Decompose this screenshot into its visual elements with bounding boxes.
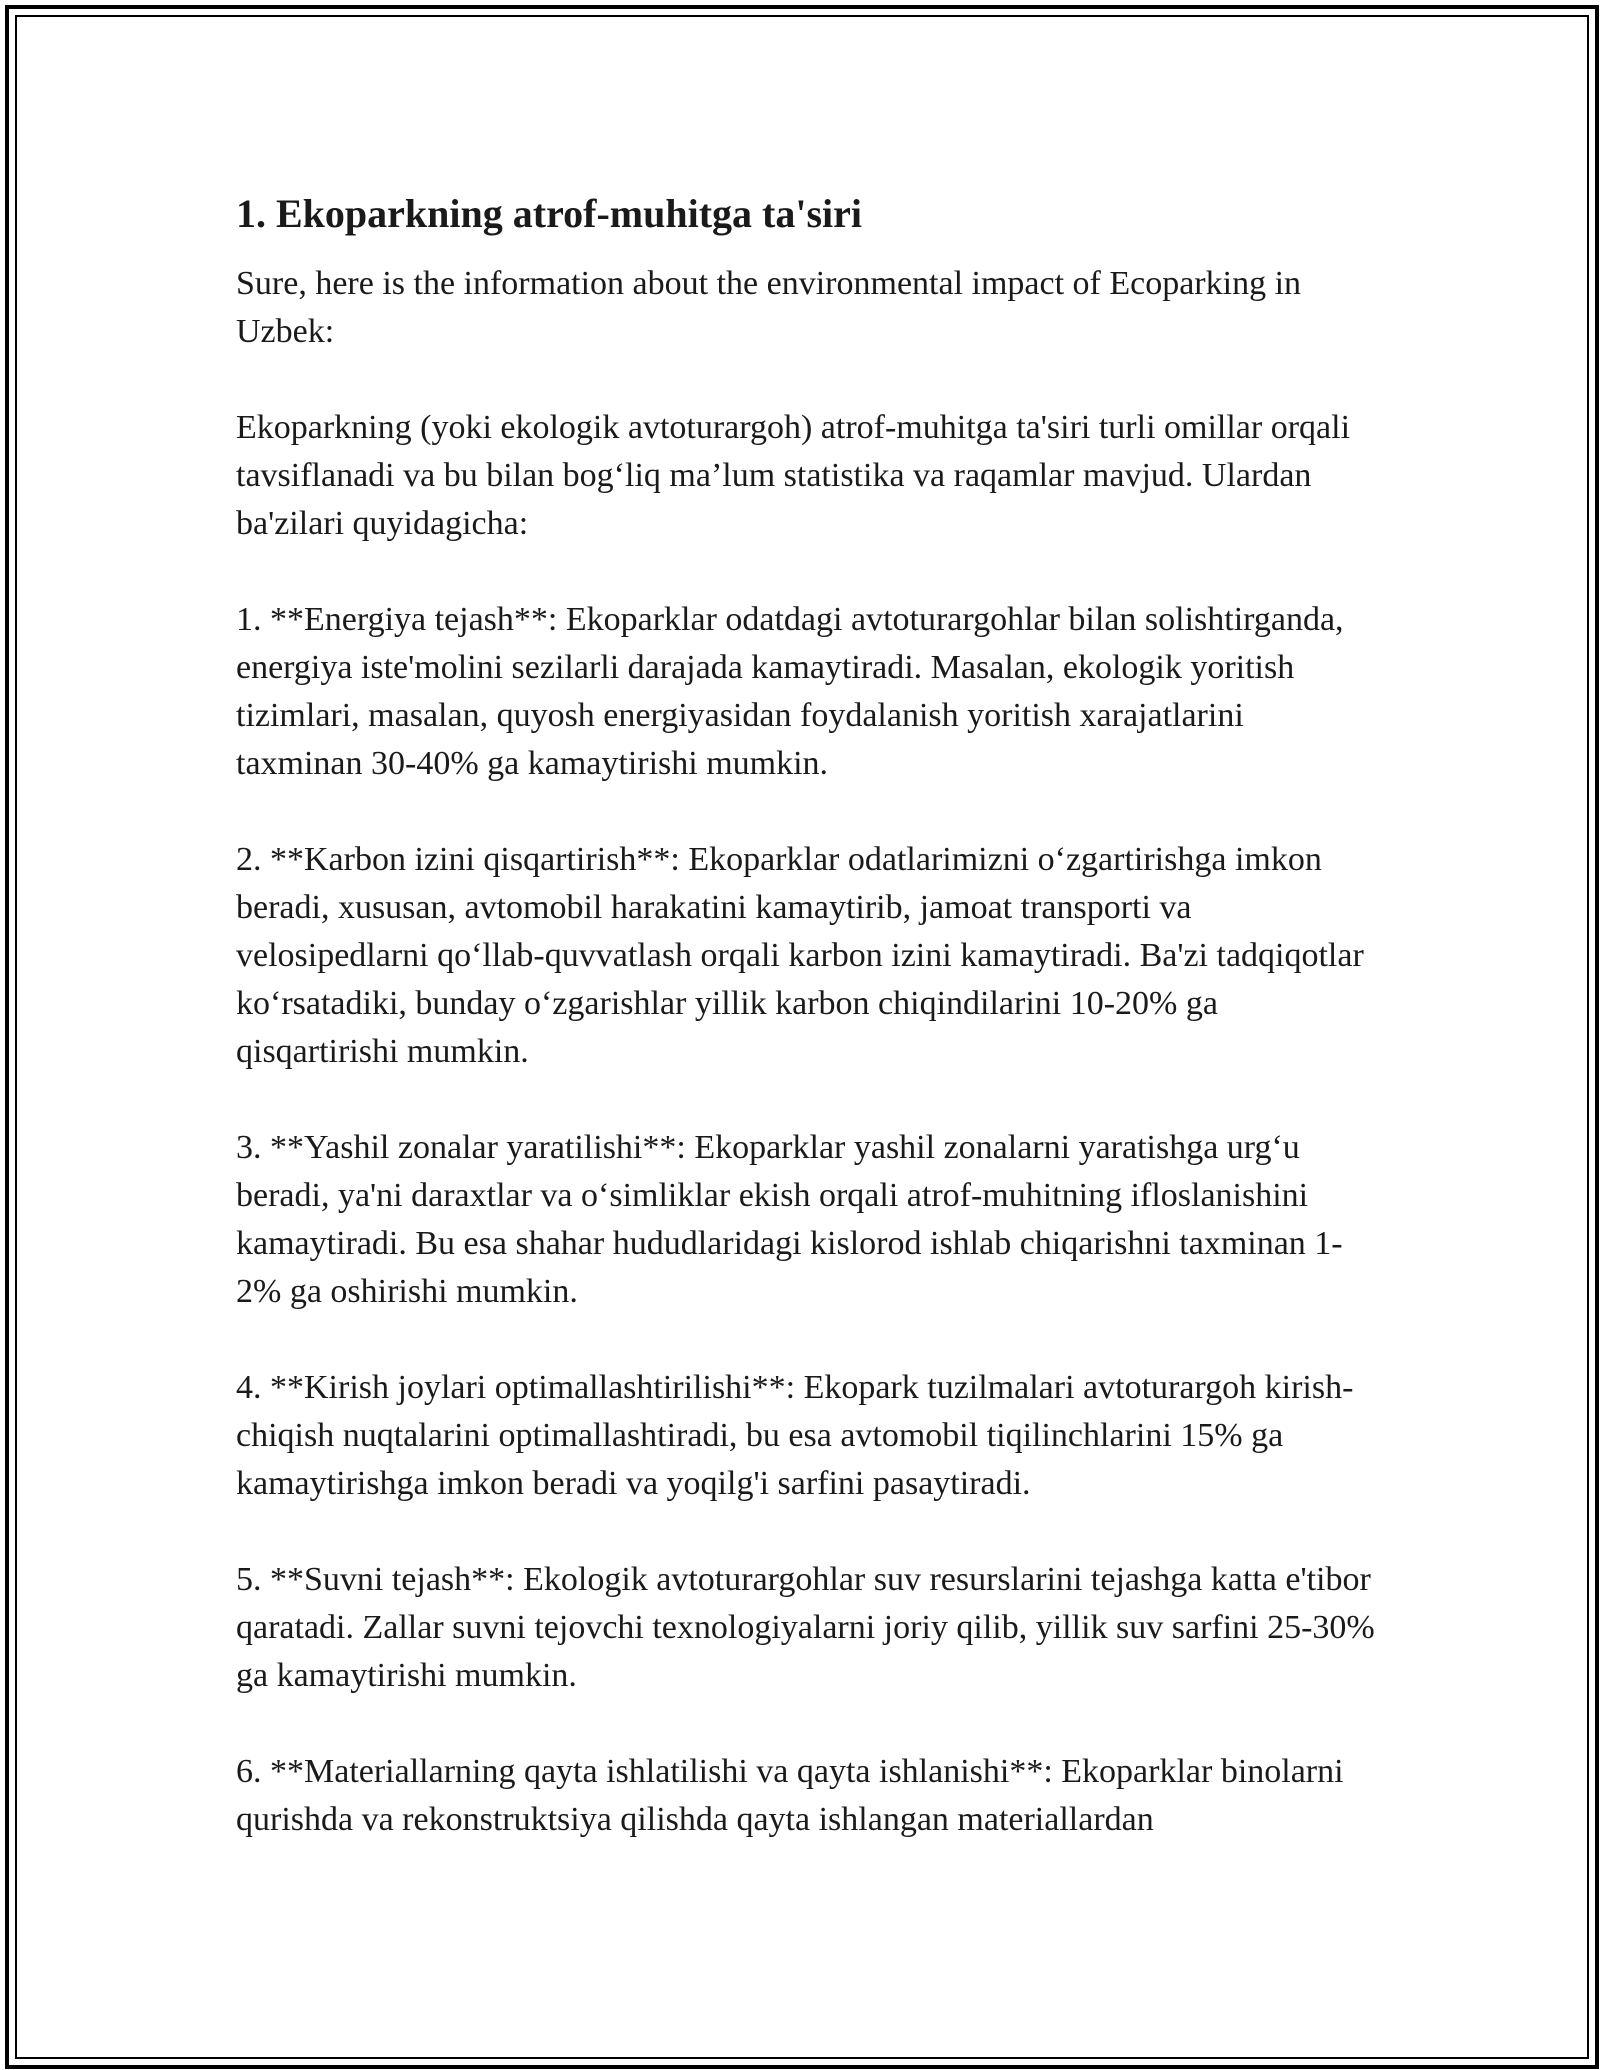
list-item-water-saving: 5. **Suvni tejash**: Ekologik avtoturargohlar suv resurslarini tejashga katta e'tibor qaratadi. Zallar suvni tejovchi texnologiyalarni joriy qilib, yillik suv sarfini 25-30% ga kamaytirishi mumkin. — [236, 1561, 1375, 1694]
intro-paragraph: Sure, here is the information about the environmental impact of Ecoparking in Uzbek: — [236, 265, 1302, 350]
overview-paragraph: Ekoparkning (yoki ekologik avtoturargoh) atrof-muhitga ta'siri turli omillar orqali tavsiflanadi va bu bilan bog‘liq ma’lum statistika va raqamlar mavjud. Ulardan ba'zilari quyidagicha: — [236, 409, 1351, 542]
list-item-energy-saving: 1. **Energiya tejash**: Ekoparklar odatdagi avtoturargohlar bilan solishtirganda, energiya iste'molini sezilarli darajada kamaytiradi. Masalan, ekologik yoritish tizimlari, masalan, quyosh energiyasidan foydalanish yoritish xarajatlarini taxminan 30-40% ga kamaytirishi mumkin. — [236, 601, 1344, 782]
list-item-green-zones: 3. **Yashil zonalar yaratilishi**: Ekoparklar yashil zonalarni yaratishga urg‘u beradi, ya'ni daraxtlar va o‘simliklar ekish orqali atrof-muhitning ifloslanishini kamaytiradi. Bu esa shahar hududlaridagi kislorod ishlab chiqarishni taxminan 1-2% ga oshirishi mumkin. — [236, 1129, 1343, 1310]
document-body — [236, 188, 1376, 1892]
page-title: 1. Ekoparkning atrof-muhitga ta'siri — [236, 191, 862, 236]
list-item-entry-optimization: 4. **Kirish joylari optimallashtirilishi**: Ekopark tuzilmalari avtoturargoh kirish-chiqish nuqtalarini optimallashtiradi, bu esa avtomobil tiqilinchlarini 15% ga kamaytirishga imkon beradi va yoqilg'i sarfini pasaytiradi. — [236, 1369, 1354, 1502]
list-item-material-reuse: 6. **Materiallarning qayta ishlatilishi va qayta ishlanishi**: Ekoparklar binolarni qurishda va rekonstruktsiya qilishda qayta ishlangan materiallardan — [236, 1753, 1344, 1838]
list-item-carbon-footprint: 2. **Karbon izini qisqartirish**: Ekoparklar odatlarimizni o‘zgartirishga imkon beradi, xususan, avtomobil harakatini kamaytirib, jamoat transporti va velosipedlarni qo‘llab-quvvatlash orqali karbon izini kamaytiradi. Ba'zi tadqiqotlar ko‘rsatadiki, bunday o‘zgarishlar yillik karbon chiqindilarini 10-20% ga qisqartirishi mumkin. — [236, 841, 1364, 1070]
